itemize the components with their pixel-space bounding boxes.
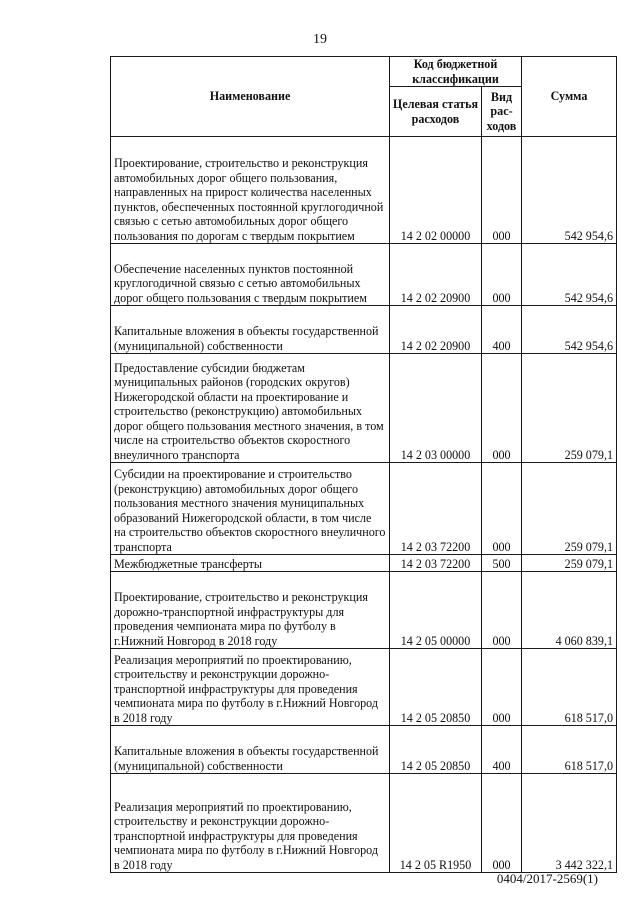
row-name: Проектирование, строительство и реконструкция автомобильных дорог общего пользования, направленных на прирост количества населенных пунктов, обеспеченных постоянной круглогодичной связью с сетью автомобильных дорог общего пользования по дорогам с твердым покрытием	[111, 137, 390, 244]
table-row	[111, 774, 617, 873]
row-amount: 259 079,1	[522, 463, 617, 555]
header-budget-code: Код бюджетной классификации	[390, 57, 522, 87]
row-name: Реализация мероприятий по проектированию, строительству и реконструкции дорожно-транспортной инфраструктуры для проведения чемпионата мира по футболу в г.Нижний Новгород в 2018 году	[111, 649, 390, 726]
table-row	[111, 137, 617, 244]
table-row	[111, 354, 617, 463]
row-target-article: 14 2 02 00000	[390, 137, 482, 244]
row-amount: 542 954,6	[522, 244, 617, 306]
table-row	[111, 555, 617, 572]
row-amount: 618 517,0	[522, 726, 617, 774]
row-amount: 618 517,0	[522, 649, 617, 726]
row-name: Проектирование, строительство и реконструкция дорожно-транспортной инфраструктуры для проведения чемпионата мира по футболу в г.Нижний Новгород в 2018 году	[111, 572, 390, 649]
table-row	[111, 306, 617, 354]
row-target-article: 14 2 05 00000	[390, 572, 482, 649]
page-number: 19	[313, 32, 327, 47]
budget-table	[110, 56, 617, 873]
row-target-article: 14 2 05 20850	[390, 726, 482, 774]
row-name: Межбюджетные трансферты	[111, 555, 390, 572]
row-expense-kind: 000	[482, 244, 522, 306]
row-target-article: 14 2 05 R1950	[390, 774, 482, 873]
table-row	[111, 244, 617, 306]
table-body	[111, 137, 617, 873]
row-expense-kind: 400	[482, 726, 522, 774]
row-target-article: 14 2 02 20900	[390, 244, 482, 306]
row-expense-kind: 000	[482, 354, 522, 463]
row-expense-kind: 000	[482, 572, 522, 649]
row-name: Обеспечение населенных пунктов постоянной круглогодичной связью с сетью автомобильных дорог общего пользования с твердым покрытием	[111, 244, 390, 306]
row-expense-kind: 400	[482, 306, 522, 354]
row-name: Субсидии на проектирование и строительство (реконструкцию) автомобильных дорог общего пользования местного значения муниципальных образований Нижегородской области, в том числе на строительство объектов скоростного внеуличного транспорта	[111, 463, 390, 555]
row-expense-kind: 000	[482, 137, 522, 244]
row-amount: 4 060 839,1	[522, 572, 617, 649]
row-target-article: 14 2 03 72200	[390, 463, 482, 555]
row-name: Капитальные вложения в объекты государственной (муниципальной) собственности	[111, 306, 390, 354]
header-target-article: Целевая статья расходов	[390, 87, 482, 137]
row-target-article: 14 2 03 00000	[390, 354, 482, 463]
table-row	[111, 572, 617, 649]
row-target-article: 14 2 03 72200	[390, 555, 482, 572]
row-amount: 542 954,6	[522, 306, 617, 354]
row-target-article: 14 2 05 20850	[390, 649, 482, 726]
row-name: Реализация мероприятий по проектированию, строительству и реконструкции дорожно-транспортной инфраструктуры для проведения чемпионата мира по футболу в г.Нижний Новгород в 2018 году	[111, 774, 390, 873]
row-expense-kind: 000	[482, 774, 522, 873]
header-amount: Сумма	[522, 57, 617, 137]
row-amount: 259 079,1	[522, 555, 617, 572]
row-expense-kind: 500	[482, 555, 522, 572]
row-amount: 3 442 322,1	[522, 774, 617, 873]
row-name: Капитальные вложения в объекты государственной (муниципальной) собственности	[111, 726, 390, 774]
row-expense-kind: 000	[482, 649, 522, 726]
table-row	[111, 649, 617, 726]
table-row	[111, 463, 617, 555]
header-name: Наименование	[111, 57, 390, 137]
row-expense-kind: 000	[482, 463, 522, 555]
row-name: Предоставление субсидии бюджетам муниципальных районов (городских округов) Нижегородской области на проектирование и строительство (реконструкцию) автомобильных дорог общего пользования местного значения, в том числе на строительство объектов скоростного внеуличного транспорта	[111, 354, 390, 463]
table-row	[111, 726, 617, 774]
header-expense-kind: Вид рас- ходов	[482, 87, 522, 137]
row-amount: 259 079,1	[522, 354, 617, 463]
row-amount: 542 954,6	[522, 137, 617, 244]
document-code: 0404/2017-2569(1)	[496, 871, 598, 886]
row-target-article: 14 2 02 20900	[390, 306, 482, 354]
table-header	[111, 57, 617, 137]
